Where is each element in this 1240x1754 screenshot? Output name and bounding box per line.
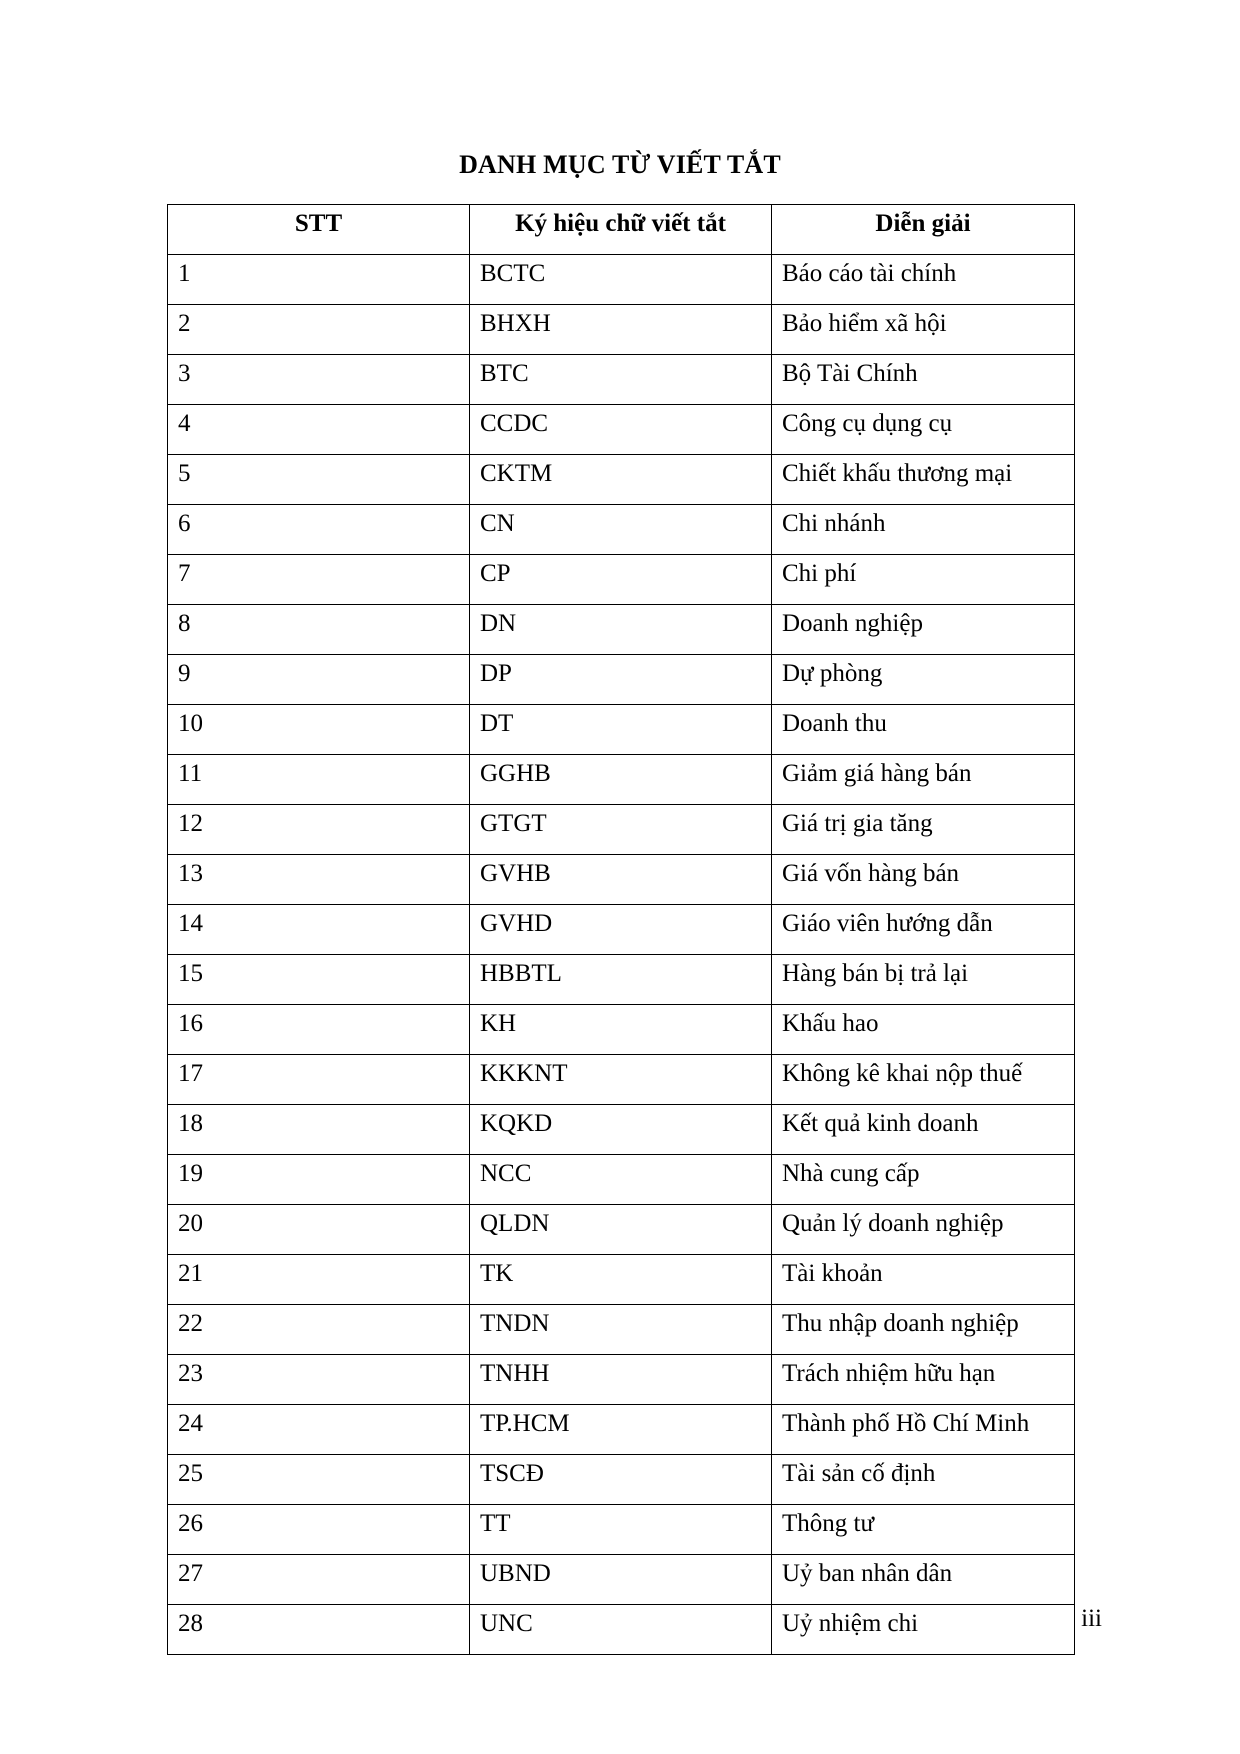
cell-explanation: Doanh nghiệp	[772, 605, 1075, 655]
cell-abbreviation: TP.HCM	[470, 1405, 772, 1455]
page-title: DANH MỤC TỪ VIẾT TẮT	[459, 150, 781, 179]
cell-explanation: Tài khoản	[772, 1255, 1075, 1305]
table-row	[168, 855, 1075, 905]
cell-explanation: Công cụ dụng cụ	[772, 405, 1075, 455]
cell-stt: 27	[168, 1555, 470, 1605]
cell-explanation: Giảm giá hàng bán	[772, 755, 1075, 805]
cell-abbreviation: DP	[470, 655, 772, 705]
cell-abbreviation: GVHB	[470, 855, 772, 905]
header-stt: STT	[168, 205, 470, 255]
cell-abbreviation: KQKD	[470, 1105, 772, 1155]
cell-stt: 28	[168, 1605, 470, 1655]
cell-stt: 13	[168, 855, 470, 905]
cell-abbreviation: CN	[470, 505, 772, 555]
table-row	[168, 1355, 1075, 1405]
cell-stt: 5	[168, 455, 470, 505]
table-row	[168, 1105, 1075, 1155]
table-row	[168, 1555, 1075, 1605]
table-row	[168, 1405, 1075, 1455]
cell-stt: 23	[168, 1355, 470, 1405]
cell-abbreviation: CKTM	[470, 455, 772, 505]
cell-explanation: Tài sản cố định	[772, 1455, 1075, 1505]
table-row	[168, 655, 1075, 705]
cell-abbreviation: GVHD	[470, 905, 772, 955]
page-number: iii	[1081, 1605, 1102, 1632]
cell-stt: 8	[168, 605, 470, 655]
cell-stt: 11	[168, 755, 470, 805]
cell-explanation: Quản lý doanh nghiệp	[772, 1205, 1075, 1255]
cell-stt: 26	[168, 1505, 470, 1555]
cell-stt: 22	[168, 1305, 470, 1355]
cell-stt: 3	[168, 355, 470, 405]
cell-explanation: Hàng bán bị trả lại	[772, 955, 1075, 1005]
table-row	[168, 1205, 1075, 1255]
table-row	[168, 1255, 1075, 1305]
cell-stt: 9	[168, 655, 470, 705]
table-row	[168, 555, 1075, 605]
cell-stt: 6	[168, 505, 470, 555]
table-row	[168, 455, 1075, 505]
cell-abbreviation: TT	[470, 1505, 772, 1555]
cell-explanation: Thành phố Hồ Chí Minh	[772, 1405, 1075, 1455]
cell-stt: 20	[168, 1205, 470, 1255]
cell-abbreviation: TNHH	[470, 1355, 772, 1405]
cell-abbreviation: TK	[470, 1255, 772, 1305]
cell-abbreviation: DT	[470, 705, 772, 755]
cell-stt: 10	[168, 705, 470, 755]
table-row	[168, 1055, 1075, 1105]
cell-explanation: Nhà cung cấp	[772, 1155, 1075, 1205]
cell-abbreviation: KH	[470, 1005, 772, 1055]
cell-explanation: Chiết khấu thương mại	[772, 455, 1075, 505]
cell-abbreviation: CP	[470, 555, 772, 605]
header-explanation: Diễn giải	[772, 205, 1075, 255]
cell-abbreviation: KKKNT	[470, 1055, 772, 1105]
cell-explanation: Báo cáo tài chính	[772, 255, 1075, 305]
cell-stt: 19	[168, 1155, 470, 1205]
cell-explanation: Giá vốn hàng bán	[772, 855, 1075, 905]
cell-stt: 16	[168, 1005, 470, 1055]
cell-explanation: Chi phí	[772, 555, 1075, 605]
cell-explanation: Kết quả kinh doanh	[772, 1105, 1075, 1155]
cell-abbreviation: GGHB	[470, 755, 772, 805]
cell-abbreviation: TSCĐ	[470, 1455, 772, 1505]
table-row	[168, 505, 1075, 555]
cell-explanation: Thông tư	[772, 1505, 1075, 1555]
table-row	[168, 405, 1075, 455]
cell-stt: 21	[168, 1255, 470, 1305]
table-row	[168, 1455, 1075, 1505]
cell-stt: 14	[168, 905, 470, 955]
cell-stt: 25	[168, 1455, 470, 1505]
table-body	[168, 255, 1075, 1655]
cell-explanation: Khấu hao	[772, 1005, 1075, 1055]
cell-explanation: Bảo hiểm xã hội	[772, 305, 1075, 355]
cell-explanation: Không kê khai nộp thuế	[772, 1055, 1075, 1105]
cell-stt: 12	[168, 805, 470, 855]
abbreviation-table	[167, 204, 1075, 1655]
cell-abbreviation: CCDC	[470, 405, 772, 455]
cell-explanation: Bộ Tài Chính	[772, 355, 1075, 405]
cell-abbreviation: UNC	[470, 1605, 772, 1655]
table-row	[168, 955, 1075, 1005]
cell-explanation: Dự phòng	[772, 655, 1075, 705]
table-row	[168, 305, 1075, 355]
table-row	[168, 1005, 1075, 1055]
cell-explanation: Giá trị gia tăng	[772, 805, 1075, 855]
table-row	[168, 605, 1075, 655]
cell-abbreviation: UBND	[470, 1555, 772, 1605]
cell-abbreviation: BTC	[470, 355, 772, 405]
table-row	[168, 705, 1075, 755]
cell-explanation: Giáo viên hướng dẫn	[772, 905, 1075, 955]
cell-explanation: Chi nhánh	[772, 505, 1075, 555]
table-row	[168, 1305, 1075, 1355]
table-row	[168, 255, 1075, 305]
table-row	[168, 1155, 1075, 1205]
cell-explanation: Doanh thu	[772, 705, 1075, 755]
cell-stt: 24	[168, 1405, 470, 1455]
cell-abbreviation: TNDN	[470, 1305, 772, 1355]
cell-stt: 2	[168, 305, 470, 355]
cell-stt: 7	[168, 555, 470, 605]
cell-abbreviation: QLDN	[470, 1205, 772, 1255]
cell-explanation: Trách nhiệm hữu hạn	[772, 1355, 1075, 1405]
cell-abbreviation: BHXH	[470, 305, 772, 355]
table-row	[168, 805, 1075, 855]
cell-explanation: Thu nhập doanh nghiệp	[772, 1305, 1075, 1355]
table-header-row	[168, 205, 1075, 255]
table-row	[168, 1505, 1075, 1555]
cell-abbreviation: GTGT	[470, 805, 772, 855]
cell-abbreviation: HBBTL	[470, 955, 772, 1005]
cell-stt: 17	[168, 1055, 470, 1105]
table-row	[168, 355, 1075, 405]
cell-explanation: Uỷ ban nhân dân	[772, 1555, 1075, 1605]
cell-explanation: Uỷ nhiệm chi	[772, 1605, 1075, 1655]
table-row	[168, 905, 1075, 955]
cell-abbreviation: NCC	[470, 1155, 772, 1205]
cell-stt: 15	[168, 955, 470, 1005]
cell-abbreviation: DN	[470, 605, 772, 655]
header-abbreviation: Ký hiệu chữ viết tắt	[470, 205, 772, 255]
cell-abbreviation: BCTC	[470, 255, 772, 305]
cell-stt: 4	[168, 405, 470, 455]
table-row	[168, 1605, 1075, 1655]
cell-stt: 18	[168, 1105, 470, 1155]
cell-stt: 1	[168, 255, 470, 305]
table-row	[168, 755, 1075, 805]
